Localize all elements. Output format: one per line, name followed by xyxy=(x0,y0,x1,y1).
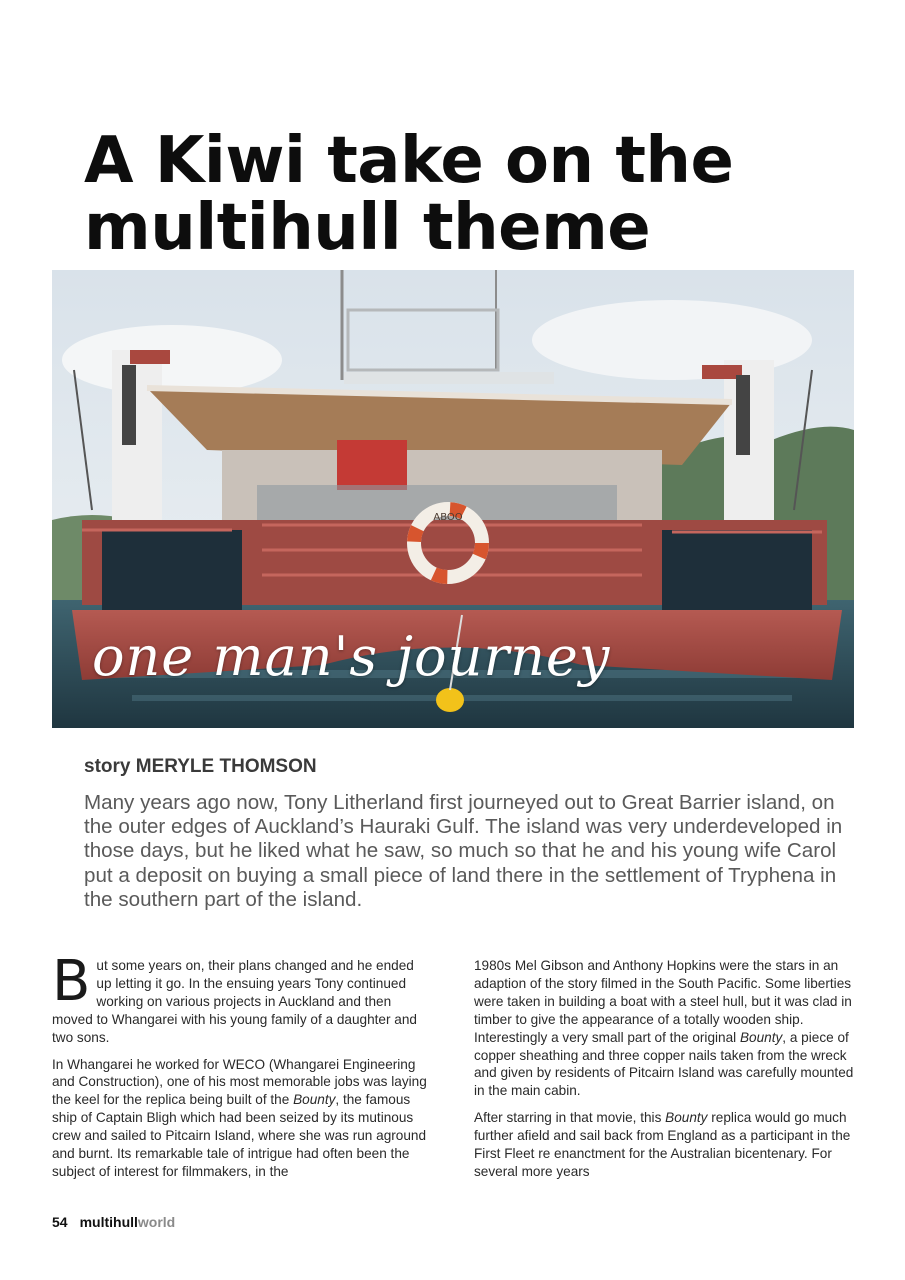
paragraph-text: After starring in that movie, this xyxy=(474,1110,666,1126)
ship-name: Bounty xyxy=(665,1110,708,1126)
paragraph-text: In Whangarei he worked for WECO (Whangarei Engineering and Construction), one of his most memorable jobs was laying the keel for the replica being built of the xyxy=(52,1056,427,1108)
paragraph-text: 1980s Mel Gibson and Anthony Hopkins were the stars in an adaption of the story filmed in the South Pacific. Some liberties were taken in building a boat with a steel hull, but it was clad in timber to give the appearance of a totally wooden ship. Interestingly a very small part of the original xyxy=(474,958,852,1045)
tower xyxy=(112,350,162,520)
radar-mount xyxy=(344,372,554,384)
body-column-right xyxy=(474,957,854,1190)
paragraph-text: , the famous ship of Captain Bligh which had been seized by its mutinous crew and sailed to Pitcairn Island, where she was run aground and burnt. Its remarkable tale of intrigue had often been the subject of interest for filmmakers, in the xyxy=(52,1092,427,1179)
tower-vent xyxy=(122,365,136,445)
tower-cap xyxy=(130,350,170,364)
magazine-name-suffix: world xyxy=(137,1214,176,1230)
ship-name: Bounty xyxy=(293,1092,336,1108)
drop-cap: B xyxy=(52,949,91,1014)
paragraph-text: , a piece of copper sheathing and three copper nails taken from the wreck and given by residents of Pitcairn Island was carefully mounted in the main cabin. xyxy=(474,1029,854,1099)
page-number: 54 xyxy=(52,1214,68,1230)
body-paragraph xyxy=(474,957,854,1100)
red-curtain xyxy=(337,440,407,490)
hero-photo xyxy=(52,270,854,728)
standfirst: Many years ago now, Tony Litherland first journeyed out to Great Barrier island, on the outer edges of Auckland’s Hauraki Gulf. The island was very underdeveloped in those days, but he liked what he saw, so much so that he and his young wife Carol put a deposit on buying a small piece of land there in the settlement of Tryphena in the southern part of the island. xyxy=(84,791,843,911)
page-footer xyxy=(52,1214,175,1230)
deck-shadow xyxy=(102,530,242,610)
body-paragraph xyxy=(474,1109,854,1181)
boat-name: ABOO xyxy=(433,512,463,523)
headline-line-2: multihull theme xyxy=(84,191,651,265)
body-column-left xyxy=(52,949,432,1190)
paragraph-text: ut some years on, their plans changed and he ended up letting it go. In the ensuing years Tony continued working on various projects in Auckland and then moved to Whangarei with his young family of a daughter and two sons. xyxy=(52,958,417,1045)
magazine-name: multihull xyxy=(79,1214,138,1230)
mooring-buoy xyxy=(436,688,464,712)
cloud xyxy=(62,325,282,395)
body-paragraph xyxy=(52,1056,432,1181)
headline xyxy=(84,124,864,265)
byline: story MERYLE THOMSON xyxy=(84,756,317,777)
paragraph-text: replica would go much further afield and sail back from England as a participant in the First Fleet re enanctment for the Australian bicentenary. For several more years xyxy=(474,1110,851,1179)
ship-name: Bounty xyxy=(739,1029,783,1045)
deck-shadow xyxy=(662,530,812,610)
headline-line-1: A Kiwi take on the xyxy=(84,124,734,198)
tower-vent xyxy=(736,375,750,455)
script-title: one man's journey xyxy=(92,625,611,688)
body-paragraph xyxy=(52,949,432,1047)
